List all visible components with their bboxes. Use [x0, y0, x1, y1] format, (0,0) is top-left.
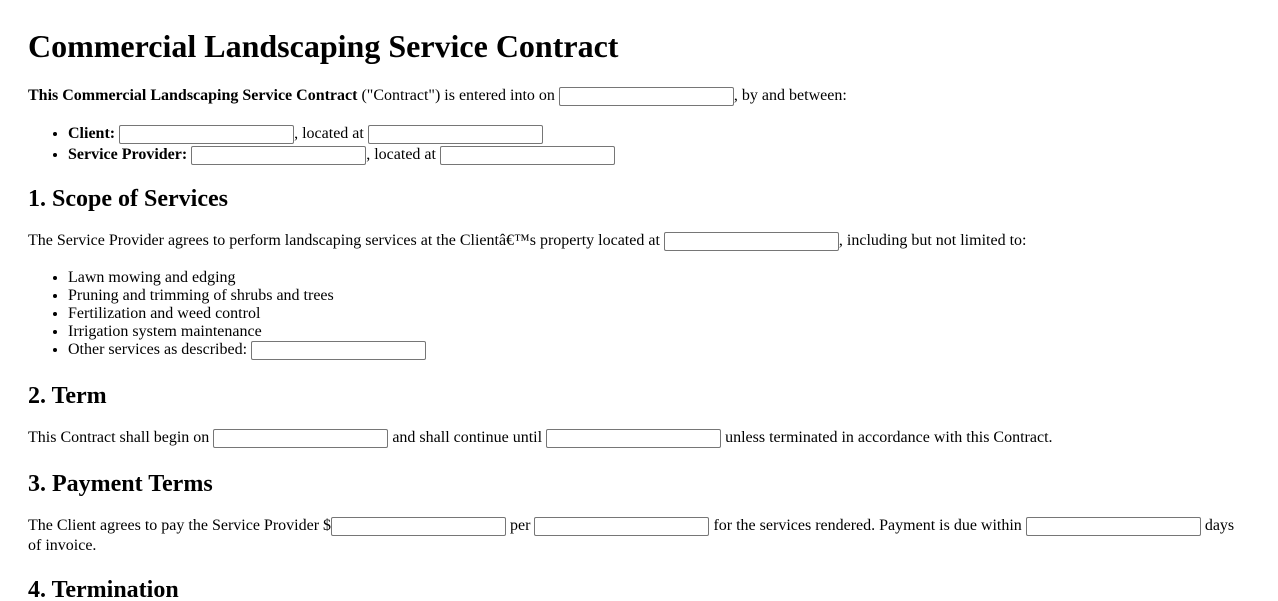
- client-label: Client:: [68, 125, 116, 142]
- payment-text: The Client agrees to pay the Service Provider $: [28, 517, 332, 534]
- term-text-end: unless terminated in accordance with this Contract.: [721, 429, 1053, 446]
- provider-name-input[interactable]: [191, 146, 366, 165]
- client-located-at: , located at: [294, 125, 368, 142]
- list-item: • Irrigation system maintenance: [68, 323, 1250, 341]
- section-heading-scope: 1. Scope of Services: [28, 186, 228, 212]
- intro-text: ("Contract") is entered into on: [357, 87, 559, 104]
- term-text: This Contract shall begin on: [28, 429, 214, 446]
- list-item-other: [68, 341, 1250, 360]
- other-services-input[interactable]: [251, 341, 426, 360]
- parties-list: [28, 123, 1250, 165]
- list-item: • Pruning and trimming of shrubs and trees: [68, 287, 1250, 305]
- start-date-input[interactable]: [213, 429, 388, 448]
- client-address-input[interactable]: [368, 125, 543, 144]
- services-list: [28, 269, 1250, 360]
- scope-text: The Service Provider agrees to perform landscaping services at the Clientâ€™s property located at: [28, 232, 664, 249]
- section-heading-term: 2. Term: [28, 383, 107, 409]
- payment-text-end: days of invoice.: [28, 517, 1235, 554]
- payment-amount-input[interactable]: [331, 517, 506, 536]
- party-provider: [68, 144, 1250, 165]
- intro-paragraph: [28, 86, 1250, 106]
- list-item: • Lawn mowing and edging: [68, 269, 1250, 287]
- scope-text-end: , including but not limited to:: [838, 232, 1027, 249]
- contract-date-input[interactable]: [559, 87, 734, 106]
- provider-located-at: , located at: [366, 146, 440, 163]
- list-item: • Fertilization and weed control: [68, 305, 1250, 323]
- scope-paragraph: [28, 231, 1250, 251]
- intro-text-end: , by and between:: [733, 87, 847, 104]
- provider-address-input[interactable]: [440, 146, 615, 165]
- section-heading-payment: 3. Payment Terms: [28, 471, 213, 497]
- payment-period-input[interactable]: [534, 517, 709, 536]
- payment-due-days-input[interactable]: [1026, 517, 1201, 536]
- party-client: [68, 123, 1250, 144]
- page-title: Commercial Landscaping Service Contract: [28, 28, 619, 64]
- term-text-mid: and shall continue until: [388, 429, 547, 446]
- intro-bold-lead: This Commercial Landscaping Service Contract: [28, 87, 358, 104]
- other-services-label: Other services as described:: [68, 341, 252, 359]
- client-name-input[interactable]: [119, 125, 294, 144]
- provider-label: Service Provider:: [68, 146, 188, 163]
- term-paragraph: [28, 428, 1250, 448]
- payment-text-due: for the services rendered. Payment is due within: [709, 517, 1026, 534]
- payment-paragraph: [28, 516, 1250, 556]
- payment-text-per: per: [506, 517, 535, 534]
- end-date-input[interactable]: [546, 429, 721, 448]
- property-address-input[interactable]: [664, 232, 839, 251]
- section-heading-termination: 4. Termination: [28, 577, 179, 601]
